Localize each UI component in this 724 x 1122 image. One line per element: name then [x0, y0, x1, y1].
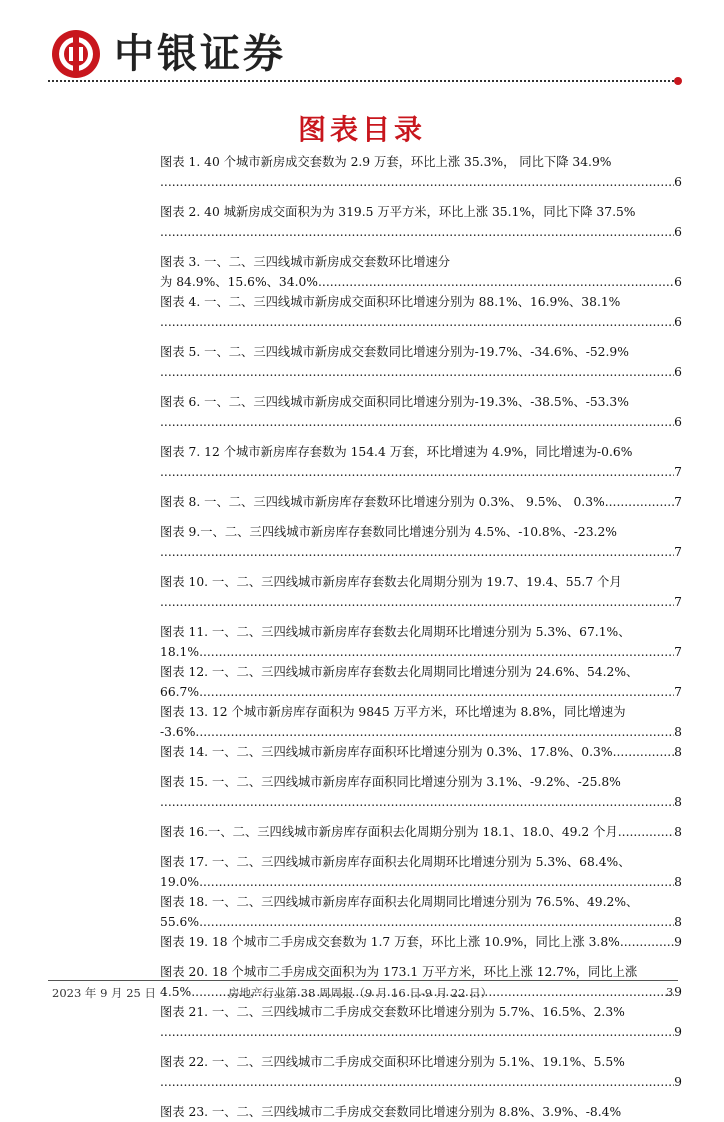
toc-entry-text: 图表 4. 一、二、三四线城市新房成交面积环比增速分别为 88.1%、16.9%、38.1%	[160, 295, 621, 309]
leader-dots	[620, 932, 674, 952]
leader-dots	[160, 542, 674, 562]
toc-page-number: 6	[674, 315, 682, 329]
toc-entry-text: 图表 12. 一、二、三四线城市新房库存套数去化周期同比增速分别为 24.6%、54.2%、	[160, 665, 639, 679]
toc-page-number: 9	[674, 1075, 682, 1089]
leader-dots	[199, 682, 674, 702]
header-divider	[48, 80, 678, 82]
toc-entry[interactable]	[160, 892, 682, 932]
toc-entry-text: 19.0%	[160, 875, 200, 889]
toc-page-number: 7	[674, 495, 682, 509]
toc-entry-text: 图表 10. 一、二、三四线城市新房库存套数去化周期分别为 19.7、19.4、55.7 个月	[160, 575, 622, 589]
toc-page-number: 7	[674, 465, 682, 479]
leader-dots	[605, 492, 674, 512]
leader-dots	[160, 592, 674, 612]
toc-entry[interactable]	[160, 202, 682, 242]
report-header	[52, 26, 682, 86]
leader-dots	[318, 272, 674, 292]
toc-entry-text: 图表 16.一、二、三四线城市新房库存面积去化周期分别为 18.1、18.0、49.2 个月	[160, 825, 618, 839]
leader-dots	[199, 642, 674, 662]
toc-page-number: 8	[674, 745, 682, 759]
toc-entry-text: 图表 6. 一、二、三四线城市新房成交面积同比增速分别为-19.3%、-38.5%、-53.3%	[160, 395, 629, 409]
toc-entry-text: 图表 8. 一、二、三四线城市新房库存套数环比增速分别为 0.3%、 9.5%、 0.3%	[160, 495, 605, 509]
toc-entry-text: 图表 1. 40 个城市新房成交套数为 2.9 万套，环比上涨 35.3%， 同比下降 34.9%	[160, 155, 612, 169]
toc-entry[interactable]	[160, 852, 682, 892]
toc-page-number: 9	[674, 935, 682, 949]
leader-dots	[618, 822, 674, 842]
toc-entry-text: 为 84.9%、15.6%、34.0%	[160, 275, 318, 289]
toc-entry[interactable]	[160, 442, 682, 482]
toc-entry-text: 18.1%	[160, 645, 200, 659]
toc-entry[interactable]	[160, 522, 682, 562]
toc-entry[interactable]	[160, 392, 682, 432]
toc-page-number: 6	[674, 365, 682, 379]
toc-entry-text: 图表 7. 12 个城市新房库存套数为 154.4 万套，环比增速为 4.9%，同比增速为-0.6%	[160, 445, 633, 459]
header-divider-dot	[674, 77, 682, 85]
toc-page-number: 8	[674, 825, 682, 839]
toc-page-number: 6	[674, 415, 682, 429]
toc-entry[interactable]	[160, 342, 682, 382]
toc-page-number: 6	[674, 175, 682, 189]
leader-dots	[160, 1022, 674, 1042]
bank-of-china-logo-icon	[52, 30, 100, 78]
toc-entry-text: 图表 23. 一、二、三四线城市二手房成交套数同比增速分别为 8.8%、3.9%、-8.4%	[160, 1105, 622, 1119]
footer-date: 2023 年 9 月 25 日	[52, 986, 156, 1000]
toc-entry-text: 图表 11. 一、二、三四线城市新房库存套数去化周期环比增速分别为 5.3%、67.1%、	[160, 625, 631, 639]
toc-entry-text: 图表 2. 40 城新房成交面积为为 319.5 万平方米，环比上涨 35.1%，同比下降 37.5%	[160, 205, 636, 219]
toc-page-number: 8	[674, 795, 682, 809]
toc-entry[interactable]	[160, 1002, 682, 1042]
toc-page-number: 8	[674, 725, 682, 739]
toc-page-number: 7	[674, 685, 682, 699]
toc-entry[interactable]	[160, 152, 682, 192]
toc-entry-text: 图表 3. 一、二、三四线城市新房成交套数环比增速分	[160, 255, 451, 269]
brand-name: 中银证券	[114, 30, 286, 77]
page-number: 3	[666, 985, 674, 999]
toc-page-number: 8	[674, 875, 682, 889]
toc-entry-text: 图表 5. 一、二、三四线城市新房成交套数同比增速分别为-19.7%、-34.6%、-52.9%	[160, 345, 629, 359]
toc-page-number: 7	[674, 545, 682, 559]
toc-entry-text: 66.7%	[160, 685, 200, 699]
toc-entry-text: 图表 9.一、二、三四线城市新房库存套数同比增速分别为 4.5%、-10.8%、-23.2%	[160, 525, 617, 539]
figure-table-of-contents	[160, 152, 682, 1122]
toc-entry-text: 4.5%	[160, 985, 192, 999]
toc-entry[interactable]	[160, 772, 682, 812]
toc-page-number: 6	[674, 225, 682, 239]
leader-dots	[160, 1072, 674, 1092]
toc-entry-text: 图表 13. 12 个城市新房库存面积为 9845 万平方米，环比增速为 8.8%，同比增速为	[160, 705, 626, 719]
toc-page-number: 9	[674, 1025, 682, 1039]
footer-divider	[48, 980, 678, 981]
page-title: 图表目录	[297, 113, 426, 146]
toc-entry-text: 图表 18. 一、二、三四线城市新房库存面积去化周期同比增速分别为 76.5%、49.2%、	[160, 895, 639, 909]
toc-entry-text: 图表 17. 一、二、三四线城市新房库存面积去化周期环比增速分别为 5.3%、68.4%、	[160, 855, 631, 869]
toc-entry-text: 图表 20. 18 个城市二手房成交面积为为 173.1 万平方米，环比上涨 12.7%，同比上涨	[160, 965, 638, 979]
footer-report-title: 房地产行业第 38 周周报（9 月 16 日-9 月 22 日）	[228, 986, 493, 1000]
toc-entry[interactable]	[160, 1052, 682, 1092]
toc-entry[interactable]	[160, 252, 682, 292]
toc-page-number: 9	[674, 985, 682, 999]
toc-page-number: 8	[674, 915, 682, 929]
leader-dots	[160, 362, 674, 382]
toc-entry-text: 图表 22. 一、二、三四线城市二手房成交面积环比增速分别为 5.1%、19.1%、5.5%	[160, 1055, 625, 1069]
toc-entry[interactable]	[160, 572, 682, 612]
leader-dots	[160, 792, 674, 812]
toc-entry-text: 图表 21. 一、二、三四线城市二手房成交套数环比增速分别为 5.7%、16.5%、2.3%	[160, 1005, 625, 1019]
toc-entry[interactable]	[160, 492, 682, 512]
toc-page-number: 6	[674, 275, 682, 289]
toc-entry[interactable]	[160, 702, 682, 742]
toc-entry-text: 图表 14. 一、二、三四线城市新房库存面积环比增速分别为 0.3%、17.8%、0.3%	[160, 745, 613, 759]
leader-dots	[160, 312, 674, 332]
leader-dots	[195, 722, 674, 742]
leader-dots	[160, 172, 674, 192]
toc-entry[interactable]	[160, 662, 682, 702]
toc-entry-text: 图表 15. 一、二、三四线城市新房库存面积同比增速分别为 3.1%、-9.2%、-25.8%	[160, 775, 621, 789]
toc-page-number: 7	[674, 645, 682, 659]
toc-entry-text: 55.6%	[160, 915, 200, 929]
leader-dots	[199, 872, 674, 892]
toc-entry[interactable]	[160, 932, 682, 952]
toc-entry[interactable]	[160, 622, 682, 662]
leader-dots	[199, 912, 674, 932]
leader-dots	[613, 742, 675, 762]
toc-entry-text: -3.6%	[160, 725, 196, 739]
toc-entry-text: 图表 19. 18 个城市二手房成交套数为 1.7 万套，环比上涨 10.9%，同比上涨 3.8%	[160, 935, 620, 949]
toc-entry[interactable]	[160, 1102, 682, 1122]
toc-entry[interactable]	[160, 292, 682, 332]
leader-dots	[160, 412, 674, 432]
toc-entry[interactable]	[160, 742, 682, 762]
leader-dots	[160, 222, 674, 242]
toc-entry[interactable]	[160, 822, 682, 842]
leader-dots	[160, 462, 674, 482]
toc-page-number: 7	[674, 595, 682, 609]
